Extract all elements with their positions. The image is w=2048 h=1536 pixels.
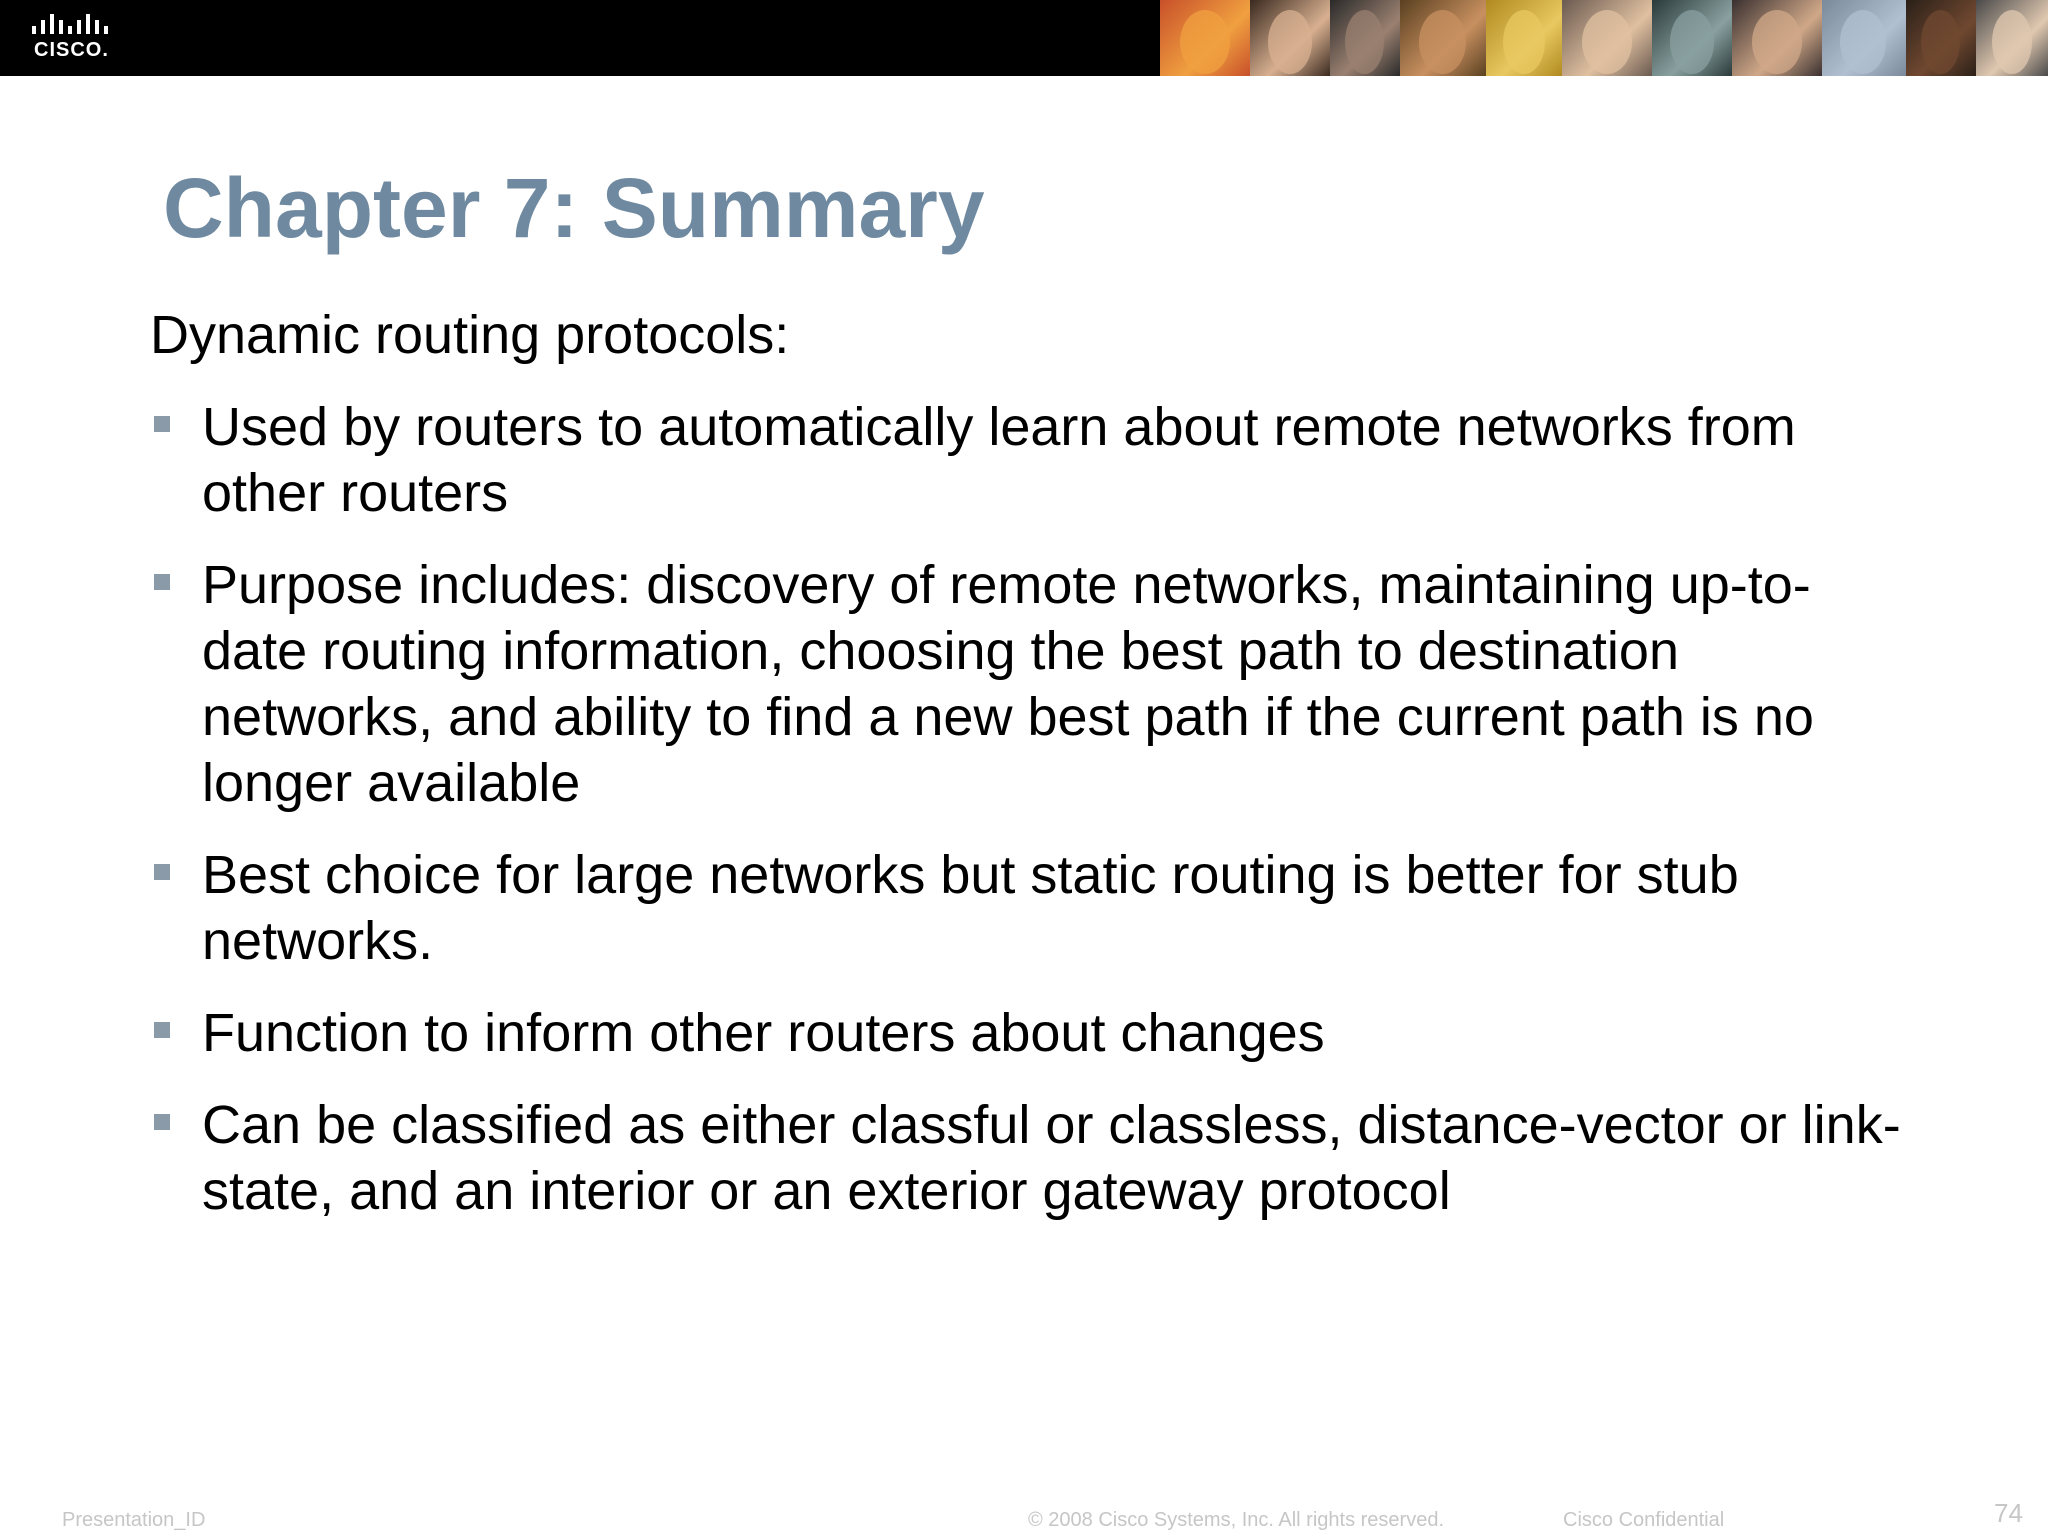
bullet-text: Function to inform other routers about changes <box>202 1003 1325 1063</box>
page-number: 74 <box>1994 1498 2023 1528</box>
bullet-text: Used by routers to automatically learn about remote networks from other routers <box>202 397 1796 523</box>
photo-face-shape <box>1419 10 1466 74</box>
square-bullet-icon <box>154 1114 170 1130</box>
square-bullet-icon <box>154 864 170 880</box>
photo-face-shape <box>1670 10 1714 74</box>
footer-presentation-id: Presentation_ID <box>62 1509 206 1531</box>
bullet-list <box>150 394 1910 1224</box>
photo-face-shape <box>1582 10 1632 74</box>
bullet-item <box>150 842 1910 974</box>
header-photo-tile <box>1906 0 1976 76</box>
slide-title: Chapter 7: Summary <box>163 161 985 255</box>
header-photo-tile <box>1486 0 1562 76</box>
bullet-item <box>150 394 1910 526</box>
header-photo-tile <box>1250 0 1330 76</box>
footer-copyright: © 2008 Cisco Systems, Inc. All rights reserved. <box>1028 1509 1445 1531</box>
header-bar <box>0 0 2048 76</box>
photo-face-shape <box>1268 10 1312 74</box>
header-photo-tile <box>1652 0 1732 76</box>
photo-face-shape <box>1180 10 1230 74</box>
photo-face-shape <box>1752 10 1802 74</box>
photo-face-shape <box>1992 10 2032 74</box>
bullet-item <box>150 1092 1910 1224</box>
header-photo-tile <box>1822 0 1906 76</box>
footer-confidential: Cisco Confidential <box>1563 1509 1725 1531</box>
slide-body <box>150 302 1910 1250</box>
photo-face-shape <box>1345 10 1384 74</box>
square-bullet-icon <box>154 574 170 590</box>
lead-text: Dynamic routing protocols: <box>150 305 790 365</box>
bullet-item <box>150 1000 1910 1066</box>
square-bullet-icon <box>154 1022 170 1038</box>
bullet-text: Can be classified as either classful or classless, distance-vector or link-state, and an interior or an exterior gateway protocol <box>202 1095 1901 1221</box>
header-photo-tile <box>1562 0 1652 76</box>
bullet-text: Best choice for large networks but static routing is better for stub networks. <box>202 845 1739 971</box>
header-photo-strip <box>1160 0 2048 76</box>
square-bullet-icon <box>154 416 170 432</box>
header-photo-tile <box>1160 0 1250 76</box>
photo-face-shape <box>1921 10 1960 74</box>
header-photo-tile <box>1732 0 1822 76</box>
logo-wordmark: CISCO. <box>34 39 109 61</box>
photo-face-shape <box>1503 10 1545 74</box>
bullet-item <box>150 552 1910 816</box>
header-photo-tile <box>1976 0 2048 76</box>
bullet-text: Purpose includes: discovery of remote networks, maintaining up-to-date routing information, choosing the best path to destination networks, and ability to find a new best path if the current path is no longer available <box>202 555 1814 813</box>
header-photo-tile <box>1330 0 1400 76</box>
header-photo-tile <box>1400 0 1486 76</box>
photo-face-shape <box>1840 10 1886 74</box>
